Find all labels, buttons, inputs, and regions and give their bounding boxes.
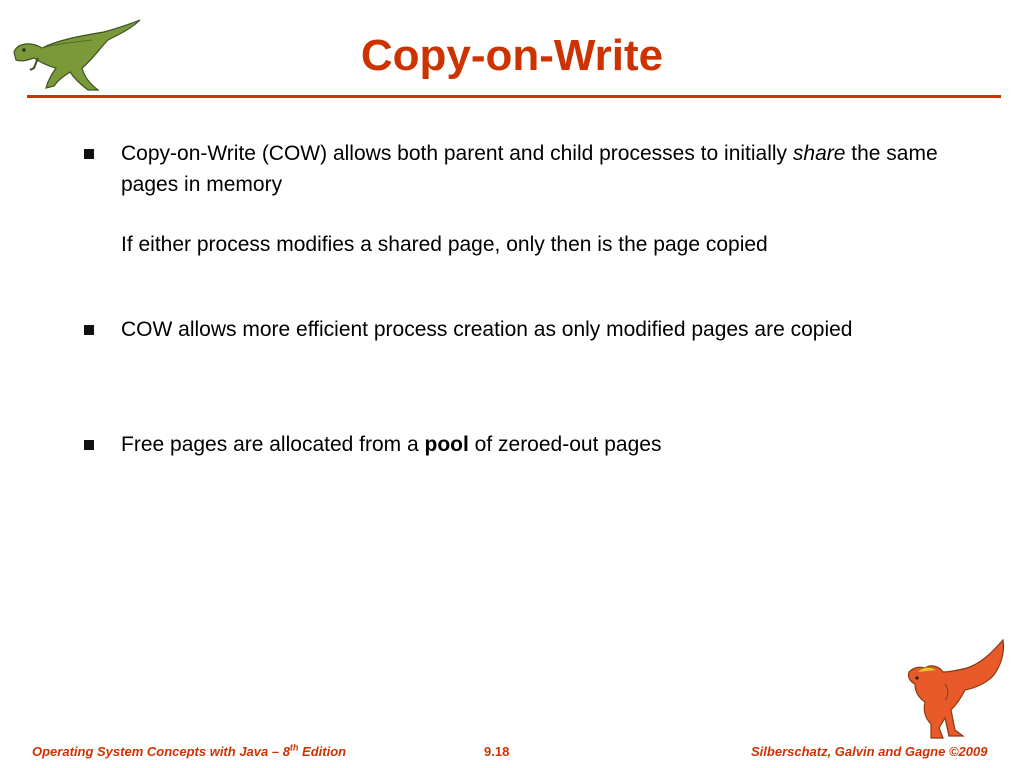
bullet-text [121,429,951,460]
bullet-text [121,138,951,260]
footer-copyright: Silberschatz, Galvin and Gagne ©2009 [751,744,988,759]
bullet-text-part: of zeroed-out pages [468,433,662,456]
footer-course-text: Operating System Concepts with Java – 8 [32,744,290,759]
page-title: Copy-on-Write [360,31,664,80]
footer-page-number: 9.18 [484,744,510,759]
footer-course-text: Edition [298,744,347,759]
bullet-text: COW allows more efficient process creation as only modified pages are copied [121,318,853,341]
bullet-square-icon [84,325,94,335]
emphasis-text: share [792,142,846,165]
bullet-text-part: Copy-on-Write (COW) allows both parent and child processes to initially [121,142,793,165]
sub-paragraph: If either process modifies a shared page, only then is the page copied [121,233,768,256]
dinosaur-icon [905,638,1013,746]
bullet-text-part: Free pages are allocated from a [121,433,425,456]
title-divider [27,95,1001,98]
bold-text: pool [424,433,469,456]
footer-course-title [32,744,346,759]
footer-superscript: th [289,742,299,753]
bullet-text-part: the same pages in memory [121,142,938,196]
bullet-square-icon [84,149,94,159]
bullet-square-icon [84,440,94,450]
